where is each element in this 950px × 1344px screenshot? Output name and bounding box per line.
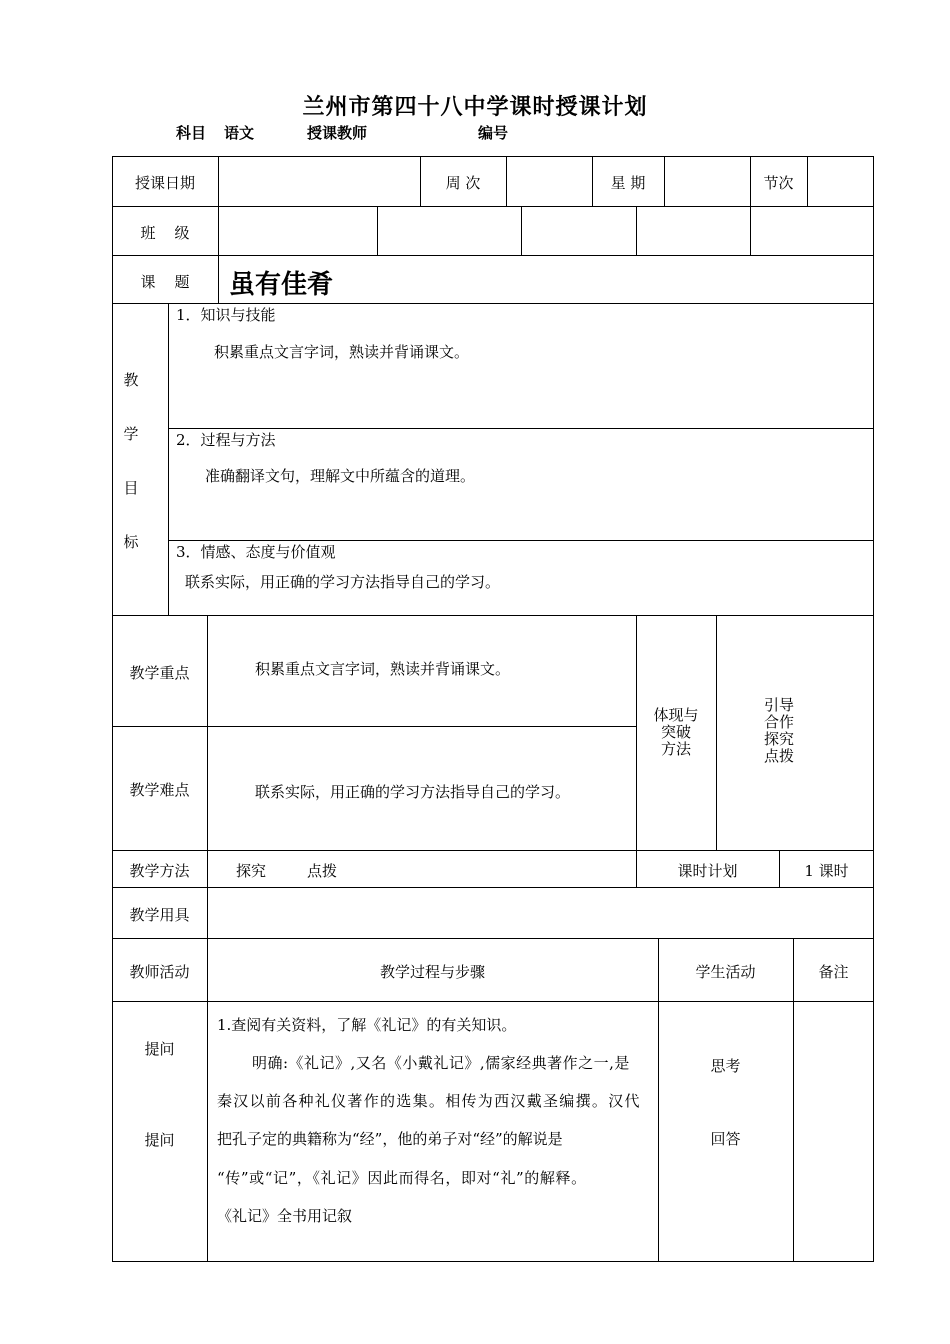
plan-value: 1 课时 bbox=[804, 862, 849, 880]
difficulty-text: 联系实际，用正确的学习方法指导自己的学习。 bbox=[255, 783, 571, 801]
method-label: 教学方法 bbox=[129, 862, 190, 880]
goals-side-char: 学 bbox=[123, 425, 139, 443]
goal-3-title: 3．情感、态度与价值观 bbox=[176, 543, 336, 561]
page-title: 兰州市第四十八中学课时授课计划 bbox=[302, 94, 648, 120]
method-value-line: 合作 bbox=[763, 713, 794, 731]
goals-side-char: 标 bbox=[123, 533, 139, 551]
subject-value: 语文 bbox=[224, 124, 255, 142]
method-value-1: 探究 bbox=[236, 862, 267, 880]
topic-value: 虽有佳肴 bbox=[229, 270, 334, 300]
process-line: 明确:《礼记》,又名《小戴礼记》,儒家经典著作之一,是 bbox=[252, 1054, 630, 1072]
period-label: 节次 bbox=[763, 174, 794, 192]
student-activity: 思考 bbox=[710, 1057, 741, 1075]
method-value-line: 探究 bbox=[763, 730, 794, 748]
goal-2-text: 准确翻译文句，理解文中所蕴含的道理。 bbox=[205, 467, 476, 485]
student-activity: 回答 bbox=[710, 1130, 741, 1148]
student-activity-header: 学生活动 bbox=[695, 963, 756, 981]
method-column-line: 突破 bbox=[660, 723, 691, 741]
key-text: 积累重点文言字词，熟读并背诵课文。 bbox=[255, 660, 511, 678]
subject-label: 科目 bbox=[176, 124, 207, 142]
method-value-line: 引导 bbox=[763, 696, 794, 714]
goal-3-text: 联系实际，用正确的学习方法指导自己的学习。 bbox=[185, 573, 501, 591]
method-column-line: 方法 bbox=[660, 740, 691, 758]
method-value-2: 点拨 bbox=[307, 862, 338, 880]
class-label: 班 级 bbox=[140, 224, 190, 242]
teacher-label: 授课教师 bbox=[307, 124, 368, 142]
method-column-line: 体现与 bbox=[653, 706, 699, 724]
teacher-activity: 提问 bbox=[144, 1131, 175, 1149]
process-line: 1.查阅有关资料，了解《礼记》的有关知识。 bbox=[217, 1016, 517, 1034]
method-value-line: 点拨 bbox=[763, 747, 794, 765]
goal-1-title: 1．知识与技能 bbox=[176, 306, 276, 324]
topic-label: 课 题 bbox=[140, 273, 190, 291]
process-line: “传”或“记”，《礼记》因此而得名，即对“礼”的解释。 bbox=[217, 1169, 587, 1187]
note-header: 备注 bbox=[818, 963, 849, 981]
tools-label: 教学用具 bbox=[129, 906, 190, 924]
number-label: 编号 bbox=[478, 124, 509, 142]
goals-side-char: 教 bbox=[123, 371, 139, 389]
plan-label: 课时计划 bbox=[677, 862, 738, 880]
key-label: 教学重点 bbox=[129, 664, 190, 682]
weekday-label: 星 期 bbox=[610, 174, 646, 192]
process-line: 把孔子定的典籍称为“经”，他的弟子对“经”的解说是 bbox=[217, 1130, 563, 1148]
process-line: 秦汉以前各种礼仪著作的选集。相传为西汉戴圣编撰。汉代 bbox=[217, 1092, 641, 1110]
teacher-activity: 提问 bbox=[144, 1040, 175, 1058]
process-header: 教学过程与步骤 bbox=[379, 963, 485, 981]
date-label: 授课日期 bbox=[134, 174, 195, 192]
goal-1-text: 积累重点文言字词，熟读并背诵课文。 bbox=[214, 343, 470, 361]
goal-2-title: 2．过程与方法 bbox=[176, 431, 276, 449]
process-line: 《礼记》全书用记叙 bbox=[217, 1207, 353, 1225]
week-label: 周 次 bbox=[445, 174, 481, 192]
teacher-activity-header: 教师活动 bbox=[129, 963, 190, 981]
goals-side-char: 目 bbox=[123, 479, 139, 497]
difficulty-label: 教学难点 bbox=[129, 781, 190, 799]
